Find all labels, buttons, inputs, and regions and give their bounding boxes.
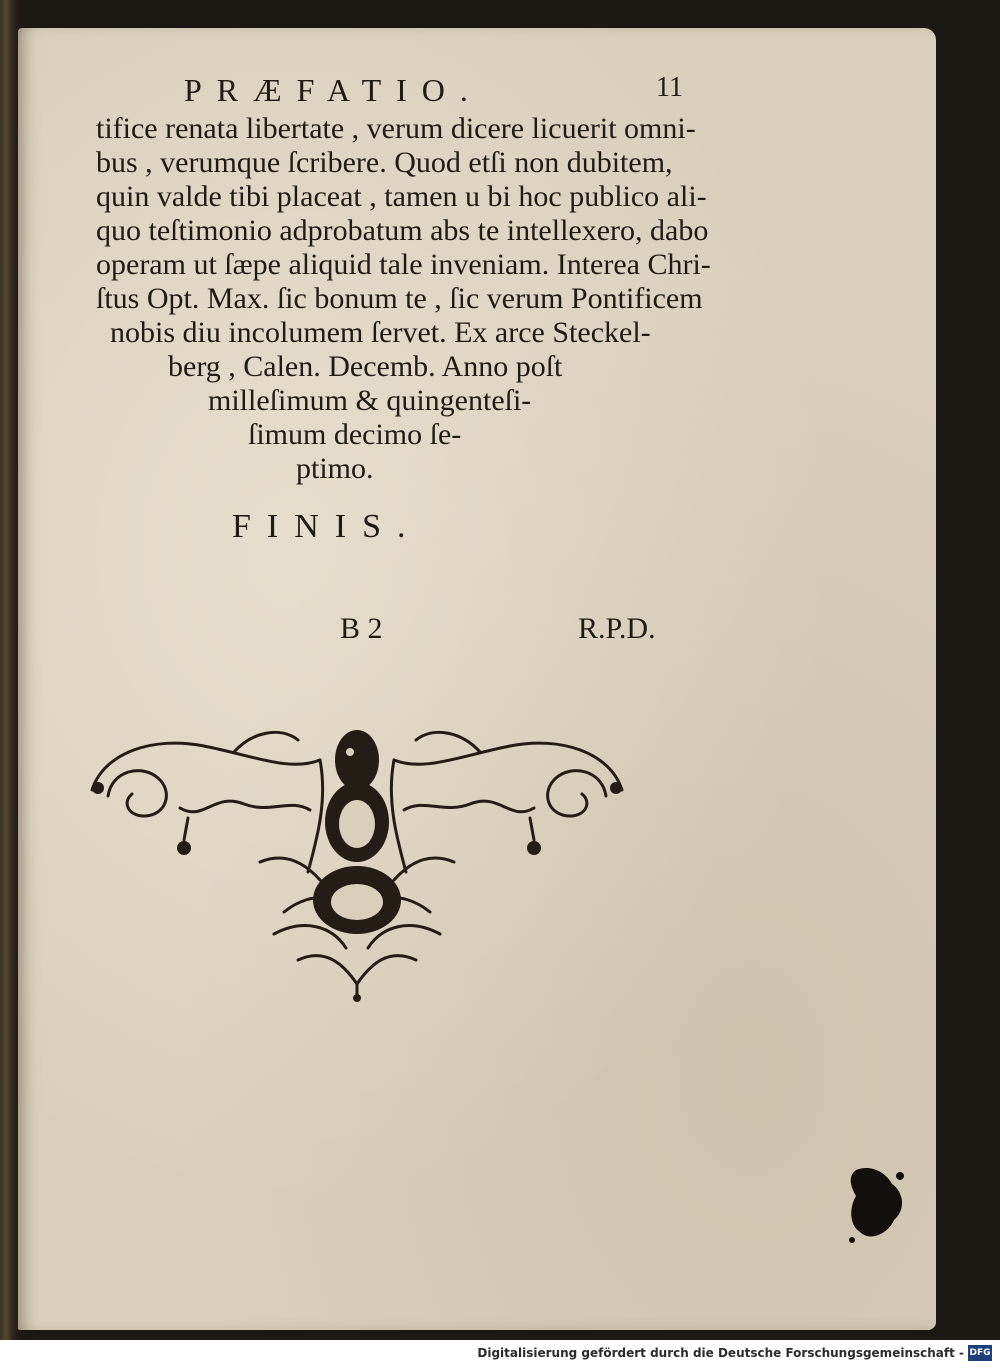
fleuron-ornament-icon xyxy=(84,712,630,1002)
text-line-7: nobis diu incolumem ſervet. Ex arce Steckel- xyxy=(110,316,651,349)
finis-heading: FINIS. xyxy=(232,508,422,545)
text-line-3: quin valde tibi placeat , tamen u bi hoc publico ali- xyxy=(96,180,707,213)
text-line-11: ptimo. xyxy=(296,452,374,485)
dfg-logo-icon: DFG xyxy=(968,1345,992,1361)
text-line-8: berg , Calen. Decemb. Anno poſt xyxy=(168,350,563,383)
running-head: PRÆFATIO. xyxy=(184,72,483,108)
paper-damage-icon xyxy=(846,1162,908,1244)
text-line-6: ſtus Opt. Max. ſic bonum te , ſic verum Pontificem xyxy=(96,282,703,315)
text-line-10: ſimum decimo ſe- xyxy=(248,418,462,451)
text-line-1: tifice renata libertate , verum dicere licuerit omni- xyxy=(96,112,696,145)
text-line-2: bus , verumque ſcribere. Quod etſi non dubitem, xyxy=(96,146,673,179)
text-line-5: operam ut ſæpe aliquid tale inveniam. Interea Chri- xyxy=(96,248,711,281)
catchword: R.P.D. xyxy=(578,612,656,645)
signature-mark: B 2 xyxy=(340,612,383,645)
text-line-9: milleſimum & quingenteſi- xyxy=(208,384,532,417)
text-line-4: quo teſtimonio adprobatum abs te intellexero, dabo xyxy=(96,214,709,247)
footer-credit: Digitalisierung gefördert durch die Deutsche Forschungsgemeinschaft - xyxy=(477,1346,964,1360)
page-number: 11 xyxy=(656,72,683,103)
